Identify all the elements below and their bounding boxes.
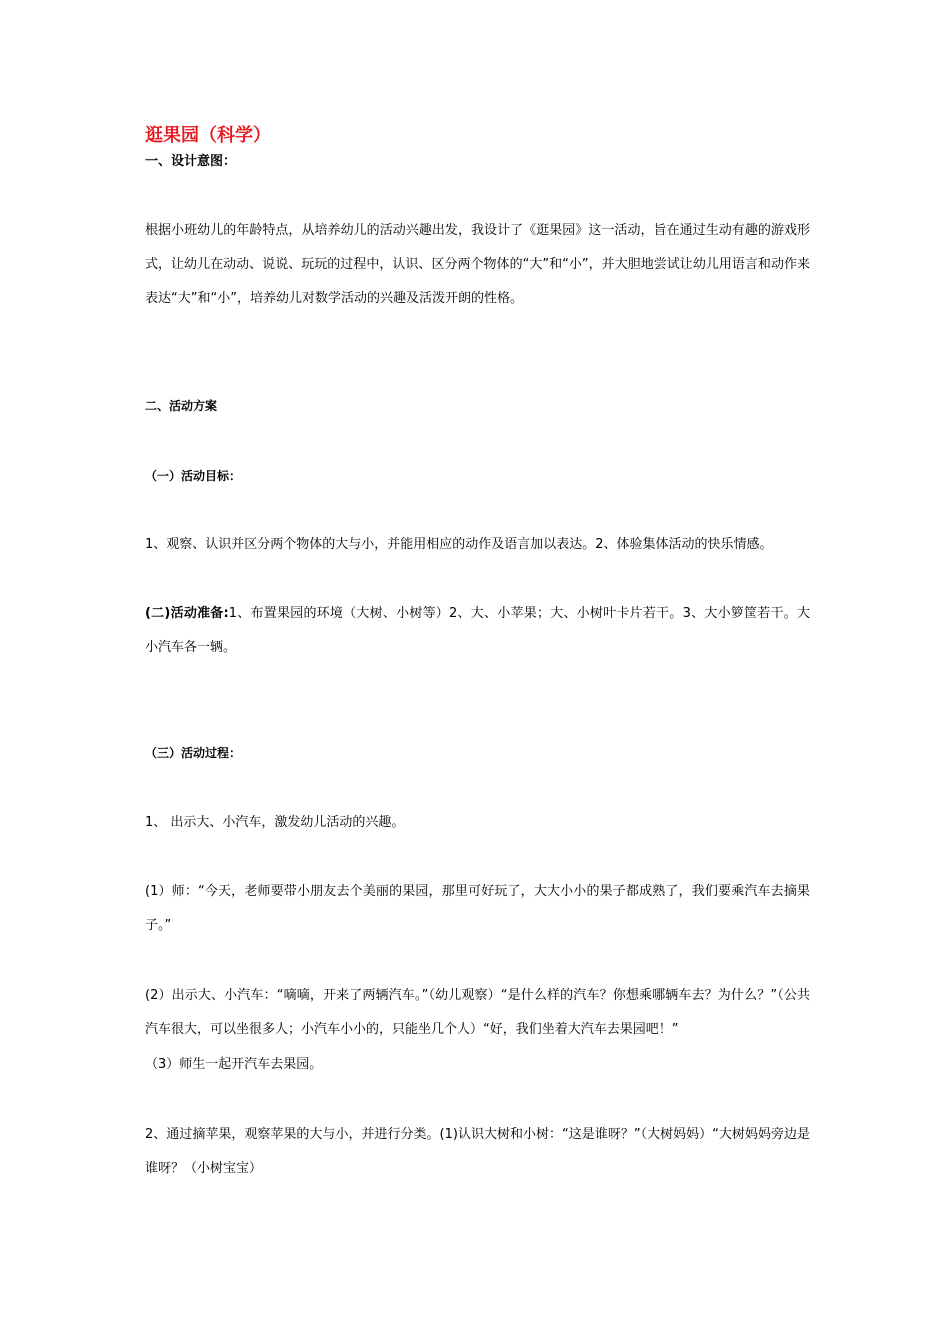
step-1-2: (2）出示大、小汽车：“嘀嘀，开来了两辆汽车。”（幼儿观察）“是什么样的汽车？你想乘哪辆车去？为什么？”（公共汽车很大，可以坐很多人；小汽车小小的，只能坐几个人）“好，我们坐着大汽车去果园吧！” bbox=[145, 988, 810, 1037]
step-2: 2、通过摘苹果，观察苹果的大与小，并进行分类。(1)认识大树和小树：“这是谁呀？”（大树妈妈）“大树妈妈旁边是谁呀？（小树宝宝） bbox=[145, 1127, 810, 1176]
step-1: 1、 出示大、小汽车，激发幼儿活动的兴趣。 bbox=[145, 815, 405, 830]
goals-heading: （一）活动目标： bbox=[145, 469, 242, 483]
section1-heading: 一、设计意图： bbox=[145, 154, 237, 169]
prep-body: 1、布置果园的环境（大树、小树等）2、大、小苹果；大、小树叶卡片若干。3、大小箩筐若干。大小汽车各一辆。 bbox=[145, 606, 810, 655]
section2-heading: 二、活动方案 bbox=[145, 399, 218, 413]
section1-body: 根据小班幼儿的年龄特点，从培养幼儿的活动兴趣出发，我设计了《逛果园》这一活动，旨在通过生动有趣的游戏形式，让幼儿在动动、说说、玩玩的过程中，认识、区分两个物体的“大”和“小”，并大胆地尝试让幼儿用语言和动作来表达“大”和“小”，培养幼儿对数学活动的兴趣及活泼开朗的性格。 bbox=[145, 223, 810, 306]
goals-body: 1、观察、认识并区分两个物体的大与小，并能用相应的动作及语言加以表达。2、体验集体活动的快乐情感。 bbox=[145, 537, 773, 552]
process-heading: （三）活动过程： bbox=[145, 746, 242, 760]
prep-paragraph bbox=[145, 597, 810, 665]
step-1-3: （3）师生一起开汽车去果园。 bbox=[145, 1057, 323, 1072]
prep-heading: (二)活动准备: bbox=[145, 606, 229, 621]
document-title: 逛果园（科学） bbox=[145, 125, 271, 146]
step-1-1: (1）师：“今天，老师要带小朋友去个美丽的果园，那里可好玩了，大大小小的果子都成熟了，我们要乘汽车去摘果子。” bbox=[145, 884, 810, 933]
